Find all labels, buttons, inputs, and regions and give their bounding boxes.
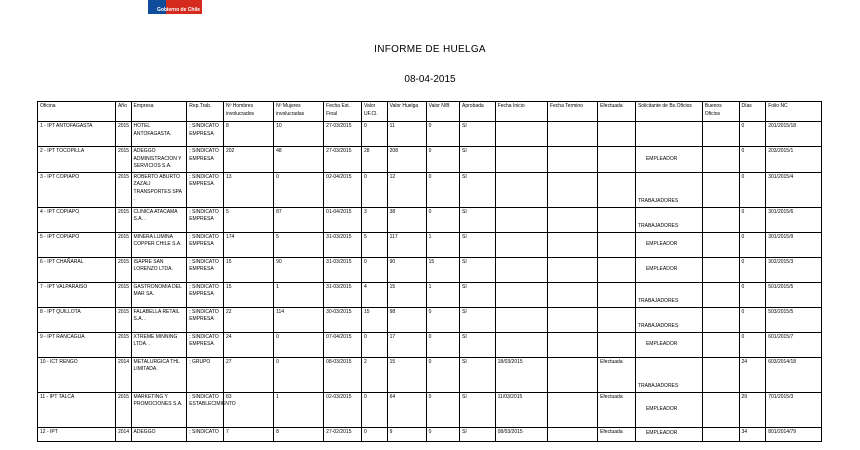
table-cell: 38 <box>387 207 426 232</box>
table-cell: ADEGGO <box>131 427 187 441</box>
table-cell: 7 - IPT VALPARAISO <box>38 282 116 307</box>
table-cell: 0 <box>362 122 388 147</box>
table-cell: SI <box>460 172 496 207</box>
table-cell <box>598 307 636 332</box>
table-cell <box>547 257 597 282</box>
table-header-row <box>38 102 822 122</box>
table-cell: 0 <box>426 392 459 427</box>
table-cell: EMPLEADOR <box>635 392 702 427</box>
table-cell: ; SINDICATO EMPRESA <box>187 307 224 332</box>
table-cell: 0 <box>426 122 459 147</box>
table-cell: 0 <box>739 282 766 307</box>
table-cell: EMPLEADOR <box>635 332 702 357</box>
table-cell <box>702 332 739 357</box>
table-cell: 0 <box>274 357 324 392</box>
table-cell <box>702 122 739 147</box>
table-cell: SI <box>460 207 496 232</box>
table-cell: 83 <box>223 392 273 427</box>
table-cell: 2014 <box>115 427 131 441</box>
table-cell <box>495 282 547 307</box>
table-cell <box>702 172 739 207</box>
table-cell: 0 <box>426 207 459 232</box>
table-cell: 28 <box>362 147 388 173</box>
table-cell <box>598 257 636 282</box>
table-cell: 08-03/2015 <box>324 357 362 392</box>
column-header: Oficina <box>38 102 116 122</box>
table-cell <box>495 172 547 207</box>
table-cell: 2015 <box>115 332 131 357</box>
table-cell: 31-03/2015 <box>324 232 362 257</box>
table-cell: EMPLEADOR <box>635 147 702 173</box>
table-cell: 4 - IPT COPIAPO <box>38 207 116 232</box>
table-cell: FALABELLA RETAIL S.A. . <box>131 307 187 332</box>
table-cell: 0 <box>362 332 388 357</box>
table-cell: TRABAJADORES <box>635 357 702 392</box>
table-cell: TRABAJADORES <box>635 172 702 207</box>
table-cell: 301/2015/9 <box>766 232 822 257</box>
table-cell <box>547 357 597 392</box>
table-cell: 13 <box>223 172 273 207</box>
table-cell: 2015 <box>115 147 131 173</box>
table-cell: 0 <box>362 427 388 441</box>
table-cell: XTREME MINNING LTDA. . <box>131 332 187 357</box>
table-cell: 29 <box>739 392 766 427</box>
table-cell: 301/2015/4 <box>766 172 822 207</box>
table-cell: ; SINDICATO EMPRESA <box>187 332 224 357</box>
table-cell: 8 - IPT QUILLOTA <box>38 307 116 332</box>
table-cell: 7 <box>223 427 273 441</box>
table-cell: 17 <box>387 332 426 357</box>
column-header: Valor UF.Cl. <box>362 102 388 122</box>
table-cell <box>547 392 597 427</box>
table-cell: ; GRUPO <box>187 357 224 392</box>
table-cell: 208 <box>387 147 426 173</box>
table-row <box>38 147 822 173</box>
table-cell: 0 <box>739 257 766 282</box>
table-row <box>38 332 822 357</box>
table-cell: 90 <box>387 257 426 282</box>
table-cell: 27 <box>223 357 273 392</box>
table-cell: HOTEL ANTOFAGASTA. <box>131 122 187 147</box>
table-cell: 2015 <box>115 172 131 207</box>
table-cell: 27-02/2015 <box>324 427 362 441</box>
table-cell <box>547 172 597 207</box>
table-cell: 0 <box>426 307 459 332</box>
column-header: Días <box>739 102 766 122</box>
table-cell: 8 <box>223 122 273 147</box>
table-cell <box>598 232 636 257</box>
table-cell: 201/2015/18 <box>766 122 822 147</box>
table-cell <box>702 207 739 232</box>
table-cell <box>702 232 739 257</box>
table-cell: 203/2015/1 <box>766 147 822 173</box>
table-cell: 08/03/2015 <box>495 427 547 441</box>
table-cell <box>495 122 547 147</box>
table-cell <box>702 357 739 392</box>
table-cell: 5 <box>362 232 388 257</box>
column-header: Nº Hombres involucrados <box>223 102 273 122</box>
column-header: Fecha Inicio <box>495 102 547 122</box>
table-cell <box>702 392 739 427</box>
column-header: Rep.Trab. <box>187 102 224 122</box>
table-cell: 0 <box>362 392 388 427</box>
table-cell: 503/2015/5 <box>766 307 822 332</box>
table-cell <box>547 332 597 357</box>
table-cell: 0 <box>274 172 324 207</box>
table-cell: EMPLEADOR <box>635 232 702 257</box>
table-cell: 0 <box>426 357 459 392</box>
table-cell: 0 <box>362 257 388 282</box>
table-cell: ; SINDICATO EMPRESA <box>187 207 224 232</box>
table-cell: 34 <box>739 427 766 441</box>
table-cell: 0 <box>739 307 766 332</box>
table-cell: ; SINDICATO EMPRESA <box>187 282 224 307</box>
table-cell: 90 <box>274 257 324 282</box>
table-cell: METALURGICA THL LIMITADA. <box>131 357 187 392</box>
table-cell: 9 - IPT RANCAGUA <box>38 332 116 357</box>
table-row <box>38 122 822 147</box>
table-cell: 11 - IPT TALCA <box>38 392 116 427</box>
report-date: 08-04-2015 <box>404 74 456 85</box>
table-cell: 02-04/2015 <box>324 172 362 207</box>
table-cell: 9 <box>387 427 426 441</box>
table-cell: 10 - ICT RENGO <box>38 357 116 392</box>
table-cell: 2 - IPT TOCOPILLA <box>38 147 116 173</box>
column-header: Buenos Oficios <box>702 102 739 122</box>
table-cell <box>495 307 547 332</box>
table-cell: 87 <box>274 207 324 232</box>
table-cell <box>635 122 702 147</box>
table-cell <box>547 122 597 147</box>
strike-report-table <box>37 101 822 442</box>
table-cell: 1 <box>274 282 324 307</box>
table-cell <box>547 427 597 441</box>
table-cell: 0 <box>274 332 324 357</box>
table-cell <box>702 147 739 173</box>
table-cell: 02-03/2015 <box>324 392 362 427</box>
table-cell <box>598 122 636 147</box>
table-cell: 0 <box>739 172 766 207</box>
table-cell: ; SINDICATO EMPRESA <box>187 147 224 173</box>
table-cell: 2015 <box>115 232 131 257</box>
table-cell: 2015 <box>115 307 131 332</box>
table-row <box>38 282 822 307</box>
table-cell: 11/03/2015 <box>495 392 547 427</box>
table-cell: 64 <box>387 392 426 427</box>
table-cell: 1 <box>426 282 459 307</box>
table-cell: 0 <box>739 207 766 232</box>
table-cell: 2 <box>362 357 388 392</box>
table-cell <box>547 147 597 173</box>
table-cell <box>495 257 547 282</box>
table-cell: EMPLEADOR <box>635 427 702 441</box>
table-cell: 01-04/2015 <box>324 207 362 232</box>
table-cell: 15 <box>223 282 273 307</box>
table-cell: MINERA LUMINA COPPER CHILE S.A. <box>131 232 187 257</box>
table-cell: 27-03/2015 <box>324 122 362 147</box>
table-cell: 12 - IPT <box>38 427 116 441</box>
table-cell: SI <box>460 122 496 147</box>
table-cell: 31-03/2015 <box>324 257 362 282</box>
table-cell: 22 <box>223 307 273 332</box>
table-cell: 0 <box>426 427 459 441</box>
table-cell: 0 <box>362 172 388 207</box>
table-cell <box>547 207 597 232</box>
table-cell: 98 <box>387 307 426 332</box>
column-header: Efectuada <box>598 102 636 122</box>
table-cell: 15 <box>387 282 426 307</box>
table-cell: 174 <box>223 232 273 257</box>
column-header: Empresa <box>131 102 187 122</box>
table-cell: 15 <box>426 257 459 282</box>
table-cell: GASTRONOMIA DEL MAR SA. <box>131 282 187 307</box>
table-cell: 0 <box>739 147 766 173</box>
table-cell: 5 <box>223 207 273 232</box>
table-cell <box>547 282 597 307</box>
table-cell: 12 <box>387 172 426 207</box>
table-cell: 24 <box>739 357 766 392</box>
table-cell: 117 <box>387 232 426 257</box>
table-cell: 301/2015/6 <box>766 207 822 232</box>
table-cell <box>495 332 547 357</box>
table-cell: 3 <box>362 207 388 232</box>
table-cell: 601/2015/7 <box>766 332 822 357</box>
table-cell: 1 - IPT ANTOFAGASTA <box>38 122 116 147</box>
table-cell: 10 <box>274 122 324 147</box>
table-cell <box>547 307 597 332</box>
table-cell: 15 <box>387 357 426 392</box>
table-cell <box>702 282 739 307</box>
table-cell <box>702 257 739 282</box>
table-row <box>38 357 822 392</box>
table-cell: 15 <box>223 257 273 282</box>
table-cell: ADEGGO ADMINISTRACION Y SERVICIOS S.A. <box>131 147 187 173</box>
table-cell: TRABAJADORES <box>635 207 702 232</box>
table-cell: 4 <box>362 282 388 307</box>
table-cell: 5 <box>274 232 324 257</box>
table-cell: ; SINDICATO EMPRESA <box>187 232 224 257</box>
table-row <box>38 427 822 441</box>
table-cell: TRABAJADORES <box>635 282 702 307</box>
table-cell: 0 <box>426 332 459 357</box>
logo-text: Gobierno de Chile <box>156 7 200 13</box>
column-header: Folio NC <box>766 102 822 122</box>
table-cell: ; SINDICATO EMPRESA <box>187 172 224 207</box>
gobierno-logo <box>148 0 202 14</box>
table-cell <box>702 307 739 332</box>
table-cell: SI <box>460 357 496 392</box>
table-cell: ; SINDICATO <box>187 427 224 441</box>
report-title: INFORME DE HUELGA <box>374 44 486 55</box>
table-cell: 27-03/2015 <box>324 147 362 173</box>
table-cell: 3 - IPT COPIAPO <box>38 172 116 207</box>
table-cell: 5 - IPT COPIAPO <box>38 232 116 257</box>
table-cell: 1 <box>274 392 324 427</box>
table-cell: ; SINDICATO EMPRESA <box>187 122 224 147</box>
table-cell: 0 <box>739 332 766 357</box>
table-cell: SI <box>460 232 496 257</box>
table-cell: 801/2014/79 <box>766 427 822 441</box>
table-cell: 501/2015/5 <box>766 282 822 307</box>
table-cell: 31-03/2015 <box>324 282 362 307</box>
table-cell: 0 <box>426 172 459 207</box>
table-row <box>38 232 822 257</box>
table-row <box>38 207 822 232</box>
table-cell: 18/03/2015 <box>495 357 547 392</box>
table-cell: ROBERTO ABURTO ZAZALI TRANSPORTES SPA . <box>131 172 187 207</box>
table-cell: 8 <box>274 427 324 441</box>
table-cell: TRABAJADORES <box>635 307 702 332</box>
table-cell <box>598 282 636 307</box>
table-cell <box>598 207 636 232</box>
table-cell <box>495 147 547 173</box>
table-cell: 302/2015/3 <box>766 257 822 282</box>
table-cell: SI <box>460 332 496 357</box>
table-cell: 07-04/2015 <box>324 332 362 357</box>
table-cell: SI <box>460 427 496 441</box>
table-cell: 2015 <box>115 122 131 147</box>
table-row <box>38 172 822 207</box>
table-cell: SI <box>460 392 496 427</box>
table-cell: ; SINDICATO ESTABLECIMIENTO <box>187 392 224 427</box>
table-cell: 15 <box>362 307 388 332</box>
table-cell: 0 <box>426 147 459 173</box>
column-header: Valor N/B <box>426 102 459 122</box>
column-header: Fecha Termino <box>547 102 597 122</box>
table-cell: 2014 <box>115 357 131 392</box>
table-cell: Efectuada <box>598 427 636 441</box>
column-header: Año <box>115 102 131 122</box>
table-cell: 2015 <box>115 282 131 307</box>
table-row <box>38 257 822 282</box>
table-cell: 2015 <box>115 392 131 427</box>
table-cell: Efectuada <box>598 392 636 427</box>
table-row <box>38 307 822 332</box>
column-header: Aprobada <box>460 102 496 122</box>
column-header: Solicitante de Bs.Oficios <box>635 102 702 122</box>
table-cell: 30-03/2015 <box>324 307 362 332</box>
table-cell: CLINICA ATACAMA S.A. . <box>131 207 187 232</box>
table-cell: 11 <box>387 122 426 147</box>
table-cell: 701/2015/3 <box>766 392 822 427</box>
table-cell: SI <box>460 147 496 173</box>
table-cell <box>702 427 739 441</box>
table-cell: 603/2014/18 <box>766 357 822 392</box>
table-cell: SI <box>460 307 496 332</box>
table-cell: EMPLEADOR <box>635 257 702 282</box>
table-cell: 114 <box>274 307 324 332</box>
table-cell: 2015 <box>115 207 131 232</box>
table-cell: 6 - IPT CHAÑARAL <box>38 257 116 282</box>
table-cell: ISAPRE SAN LORENZO LTDA. <box>131 257 187 282</box>
table-cell <box>598 332 636 357</box>
table-cell: MARKETING Y PROMOCIONES S.A. <box>131 392 187 427</box>
table-cell: SI <box>460 257 496 282</box>
table-cell: 0 <box>739 122 766 147</box>
table-cell: 1 <box>426 232 459 257</box>
table-cell <box>495 232 547 257</box>
table-cell <box>598 147 636 173</box>
table-cell: 202 <box>223 147 273 173</box>
table-cell: 2015 <box>115 257 131 282</box>
column-header: Fecha Est. Final <box>324 102 362 122</box>
table-cell: 0 <box>739 232 766 257</box>
table-cell: ; SINDICATO EMPRESA <box>187 257 224 282</box>
table-cell <box>598 172 636 207</box>
table-cell: SI <box>460 282 496 307</box>
table-cell: Efectuada <box>598 357 636 392</box>
table-cell: 24 <box>223 332 273 357</box>
table-row <box>38 392 822 427</box>
table-cell: 48 <box>274 147 324 173</box>
column-header: Valor Huelga <box>387 102 426 122</box>
table-cell <box>547 232 597 257</box>
table-cell <box>495 207 547 232</box>
column-header: Nº Mujeres involucradas <box>274 102 324 122</box>
